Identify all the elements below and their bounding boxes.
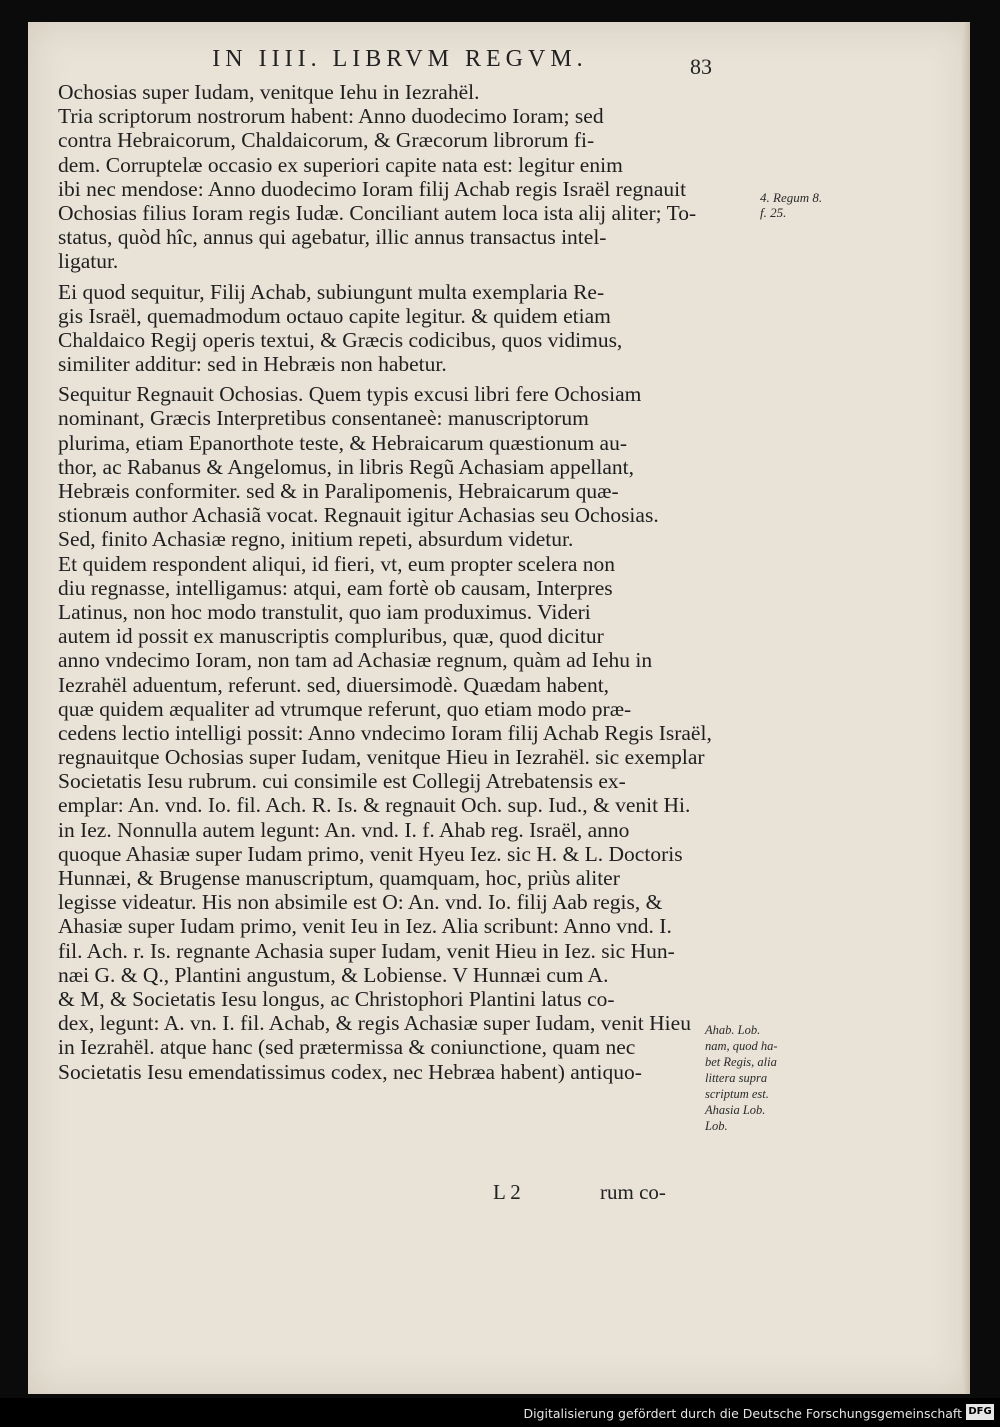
body-line: Ei quod sequitur, Filij Achab, subiungunt multa exemplaria Re- bbox=[58, 279, 605, 304]
body-line: in Iezrahël. atque hanc (sed prætermissa & coniunctione, quam nec bbox=[58, 1035, 636, 1060]
body-line: fil. Ach. r. Is. regnante Achasia super Iudam, venit Hieu in Iez. sic Hun- bbox=[58, 938, 675, 963]
body-line: ligatur. bbox=[58, 249, 119, 274]
body-line: Latinus, non hoc modo transtulit, quo iam produximus. Videri bbox=[58, 599, 591, 624]
body-line: diu regnasse, intelligamus: atqui, eam fortè ob causam, Interpres bbox=[58, 575, 613, 600]
body-line: & M, & Societatis Iesu longus, ac Christophori Plantini latus co- bbox=[58, 986, 615, 1011]
body-line: nominant, Græcis Interpretibus consentaneè: manuscriptorum bbox=[58, 406, 589, 431]
body-line: quæ quidem æqualiter ad vtrumque referunt, quo etiam modo præ- bbox=[58, 696, 632, 721]
body-line: status, quòd hîc, annus qui agebatur, illic annus transactus intel- bbox=[58, 225, 607, 250]
body-line: Ochosias super Iudam, venitque Iehu in Iezrahël. bbox=[58, 80, 480, 104]
margin-note-line: Lob. bbox=[705, 1119, 728, 1133]
catchword: rum co- bbox=[600, 1180, 666, 1204]
dfg-logo-icon: DFG bbox=[966, 1404, 994, 1420]
body-line: Ahasiæ super Iudam primo, venit Ieu in Iez. Alia scribunt: Anno vnd. I. bbox=[58, 914, 672, 939]
body-line: Ochosias filius Ioram regis Iudæ. Conciliant autem loca ista alij aliter; To- bbox=[58, 200, 697, 225]
body-line: contra Hebraicorum, Chaldaicorum, & Græcorum librorum fi- bbox=[58, 128, 595, 153]
margin-note-line: Ahab. Lob. bbox=[705, 1023, 761, 1037]
margin-note-line: 4. Regum 8. bbox=[760, 190, 823, 205]
body-line: stionum author Achasiã vocat. Regnauit igitur Achasias seu Ochosias. bbox=[58, 503, 659, 528]
body-line: Chaldaico Regij operis textui, & Græcis codicibus, quos vidimus, bbox=[58, 327, 623, 352]
body-text bbox=[58, 80, 712, 1084]
margin-note-reference bbox=[760, 190, 880, 220]
body-line: cedens lectio intelligi possit: Anno vndecimo Ioram filij Achab Regis Israël, bbox=[58, 720, 712, 745]
body-line: Hunnæi, & Brugense manuscriptum, quamquam, hoc, priùs aliter bbox=[58, 866, 620, 890]
body-line: dex, legunt: A. vn. I. fil. Achab, & regis Achasiæ super Iudam, venit Hieu bbox=[58, 1011, 691, 1036]
margin-note-variants bbox=[705, 1022, 815, 1134]
page-edge bbox=[962, 22, 970, 1394]
body-line: in Iez. Nonnulla autem legunt: An. vnd. I. f. Ahab reg. Israël, anno bbox=[58, 817, 630, 842]
body-line: emplar: An. vnd. Io. fil. Ach. R. Is. & regnauit Och. sup. Iud., & venit Hi. bbox=[58, 793, 691, 818]
body-line: Sed, finito Achasiæ regno, initium repeti, absurdum videtur. bbox=[58, 527, 574, 552]
body-line: Tria scriptorum nostrorum habent: Anno duodecimo Ioram; sed bbox=[58, 104, 604, 129]
margin-note-line: littera supra bbox=[705, 1071, 768, 1085]
running-head: IN IIII. LIBRVM REGVM. bbox=[212, 46, 588, 72]
body-line: thor, ac Rabanus & Angelomus, in libris Regũ Achasiam appellant, bbox=[58, 454, 634, 479]
margin-note-line: bet Regis, alia bbox=[705, 1055, 777, 1069]
margin-note-line: f. 25. bbox=[760, 205, 787, 220]
body-line: næi G. & Q., Plantini angustum, & Lobiense. V Hunnæi cum A. bbox=[58, 962, 609, 987]
page-number: 83 bbox=[690, 54, 712, 79]
body-line: autem id possit ex manuscriptis compluribus, quæ, quod dicitur bbox=[58, 624, 604, 649]
body-line: ibi nec mendose: Anno duodecimo Ioram filij Achab regis Israël regnauit bbox=[58, 176, 687, 201]
body-line: Societatis Iesu rubrum. cui consimile est Collegij Atrebatensis ex- bbox=[58, 769, 626, 794]
margin-note-line: Ahasia Lob. bbox=[705, 1103, 766, 1117]
margin-note-line: nam, quod ha- bbox=[705, 1039, 778, 1053]
signature-mark: L 2 bbox=[493, 1180, 521, 1204]
body-line: Societatis Iesu emendatissimus codex, nec Hebræa habent) antiquo- bbox=[58, 1059, 642, 1084]
body-line: legisse videatur. His non absimile est O: An. vnd. Io. filij Aab regis, & bbox=[58, 890, 663, 915]
body-line: gis Israël, quemadmodum octauo capite legitur. & quidem etiam bbox=[58, 303, 611, 328]
body-line: Hebræis conformiter. sed & in Paralipomenis, Hebraicarum quæ- bbox=[58, 479, 619, 503]
margin-note-line: scriptum est. bbox=[705, 1087, 769, 1101]
body-line: quoque Ahasiæ super Iudam primo, venit Hyeu Iez. sic H. & L. Doctoris bbox=[58, 841, 683, 866]
body-line: regnauitque Ochosias super Iudam, venitque Hieu in Iezrahël. sic exemplar bbox=[58, 745, 705, 770]
body-line: Sequitur Regnauit Ochosias. Quem typis excusi libri fere Ochosiam bbox=[58, 382, 642, 407]
body-line: Et quidem respondent aliqui, id fieri, vt, eum propter scelera non bbox=[58, 551, 616, 576]
body-line: Iezrahël aduentum, referunt. sed, diuersimodè. Quædam habent, bbox=[58, 672, 610, 697]
body-line: dem. Corruptelæ occasio ex superiori capite nata est: legitur enim bbox=[58, 152, 623, 177]
body-line: plurima, etiam Epanorthote teste, & Hebraicarum quæstionum au- bbox=[58, 430, 627, 455]
footer-credit: Digitalisierung gefördert durch die Deutsche Forschungsgemeinschaft bbox=[523, 1406, 962, 1421]
body-line: similiter additur: sed in Hebræis non habetur. bbox=[58, 352, 447, 377]
body-line: anno vndecimo Ioram, non tam ad Achasiæ regnum, quàm ad Iehu in bbox=[58, 648, 653, 673]
